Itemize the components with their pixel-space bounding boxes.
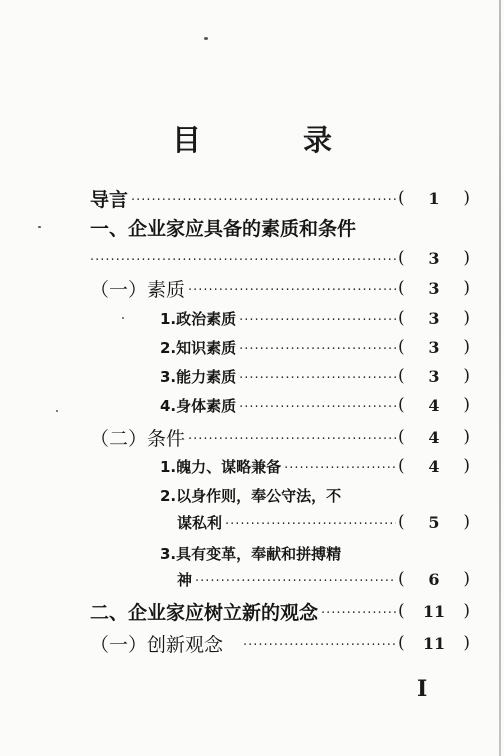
leader-dots (195, 574, 396, 589)
scan-speck (204, 37, 208, 40)
page-number: I (417, 676, 428, 702)
toc-entry[interactable] (160, 482, 341, 508)
toc-entry-page: 3 (428, 337, 440, 357)
page-ref: ( 3 ) (398, 248, 470, 268)
page-ref: ( 4 ) (398, 395, 470, 415)
toc-entry[interactable] (0, 566, 470, 592)
toc-entry[interactable] (0, 245, 470, 271)
page-ref: ( 11 ) (398, 601, 470, 621)
toc-entry[interactable] (0, 275, 470, 301)
page-ref: ( 3 ) (398, 366, 470, 386)
toc-entry-page: 3 (428, 278, 440, 298)
page-ref: ( 11 ) (398, 633, 470, 653)
leader-dots (239, 371, 396, 386)
leader-dots (284, 461, 396, 476)
toc-entry-label: （二）条件 (90, 427, 186, 450)
leader-dots (225, 517, 396, 532)
page-ref: ( 6 ) (398, 569, 470, 589)
toc-entry-label: （一）创新观念 (90, 633, 224, 656)
toc-entry-page: 4 (428, 427, 440, 447)
toc-entry[interactable] (0, 363, 470, 389)
toc-entry[interactable] (0, 424, 470, 450)
toc-entry[interactable] (0, 392, 470, 418)
toc-entry-page: 11 (422, 633, 446, 653)
leader-dots (321, 606, 396, 621)
toc-entry-label: 一、企业家应具备的素质和条件 (90, 217, 357, 240)
toc-entry-label: （一）素质 (90, 278, 186, 301)
toc-entry-page: 3 (428, 366, 440, 386)
toc-entry-page: 4 (428, 456, 440, 476)
toc-entry-label: 4.身体素质 (160, 396, 237, 415)
toc-entry[interactable] (0, 630, 470, 656)
scan-speck (38, 226, 41, 228)
toc-entry-page: 4 (428, 395, 440, 415)
leader-dots (239, 342, 396, 357)
toc-entry[interactable] (0, 509, 470, 535)
leader-dots (188, 283, 396, 298)
leader-dots (188, 432, 396, 447)
toc-entry-page: 3 (428, 308, 440, 328)
page-ref: ( 3 ) (398, 278, 470, 298)
toc-entry-label: 2.以身作则，奉公守法，不 (160, 486, 342, 505)
toc-entry[interactable] (0, 305, 470, 331)
page-ref: ( 5 ) (398, 512, 470, 532)
page-ref: ( 4 ) (398, 427, 470, 447)
toc-title: 目 录 (171, 123, 379, 157)
toc-entry-label: 3.能力素质 (160, 367, 237, 386)
leader-dots (131, 193, 396, 208)
toc-entry-label: 2.知识素质 (160, 338, 237, 357)
page-ref: ( 3 ) (398, 337, 470, 357)
page-ref: ( 4 ) (398, 456, 470, 476)
toc-entry[interactable] (90, 214, 356, 240)
page-ref: ( 1 ) (398, 188, 470, 208)
toc-entry-page: 3 (428, 248, 440, 268)
toc-entry-page: 6 (428, 569, 440, 589)
toc-entry-label: 神 (177, 570, 193, 589)
toc-entry[interactable] (0, 598, 470, 624)
toc-entry-label: 导言 (90, 188, 129, 211)
toc-entry[interactable] (0, 185, 470, 211)
leader-dots (239, 400, 396, 415)
toc-entry-label: 3.具有变革，奉献和拼搏精 (160, 544, 342, 563)
toc-entry-label: 1.政治素质 (160, 309, 237, 328)
toc-entry-label: 谋私利 (177, 513, 223, 532)
leader-dots (239, 313, 396, 328)
page-edge (499, 0, 501, 756)
leader-dots (243, 638, 396, 653)
toc-entry[interactable] (0, 334, 470, 360)
toc-entry-label: 1.魄力、谋略兼备 (160, 457, 282, 476)
toc-entry-label: 二、企业家应树立新的观念 (90, 601, 319, 624)
leader-dots (90, 253, 396, 268)
toc-entry-page: 5 (428, 512, 440, 532)
page-ref: ( 3 ) (398, 308, 470, 328)
toc-entry-page: 11 (422, 601, 446, 621)
toc-entry[interactable] (160, 540, 341, 566)
toc-entry-page: 1 (428, 188, 440, 208)
toc-entry[interactable] (0, 453, 470, 479)
